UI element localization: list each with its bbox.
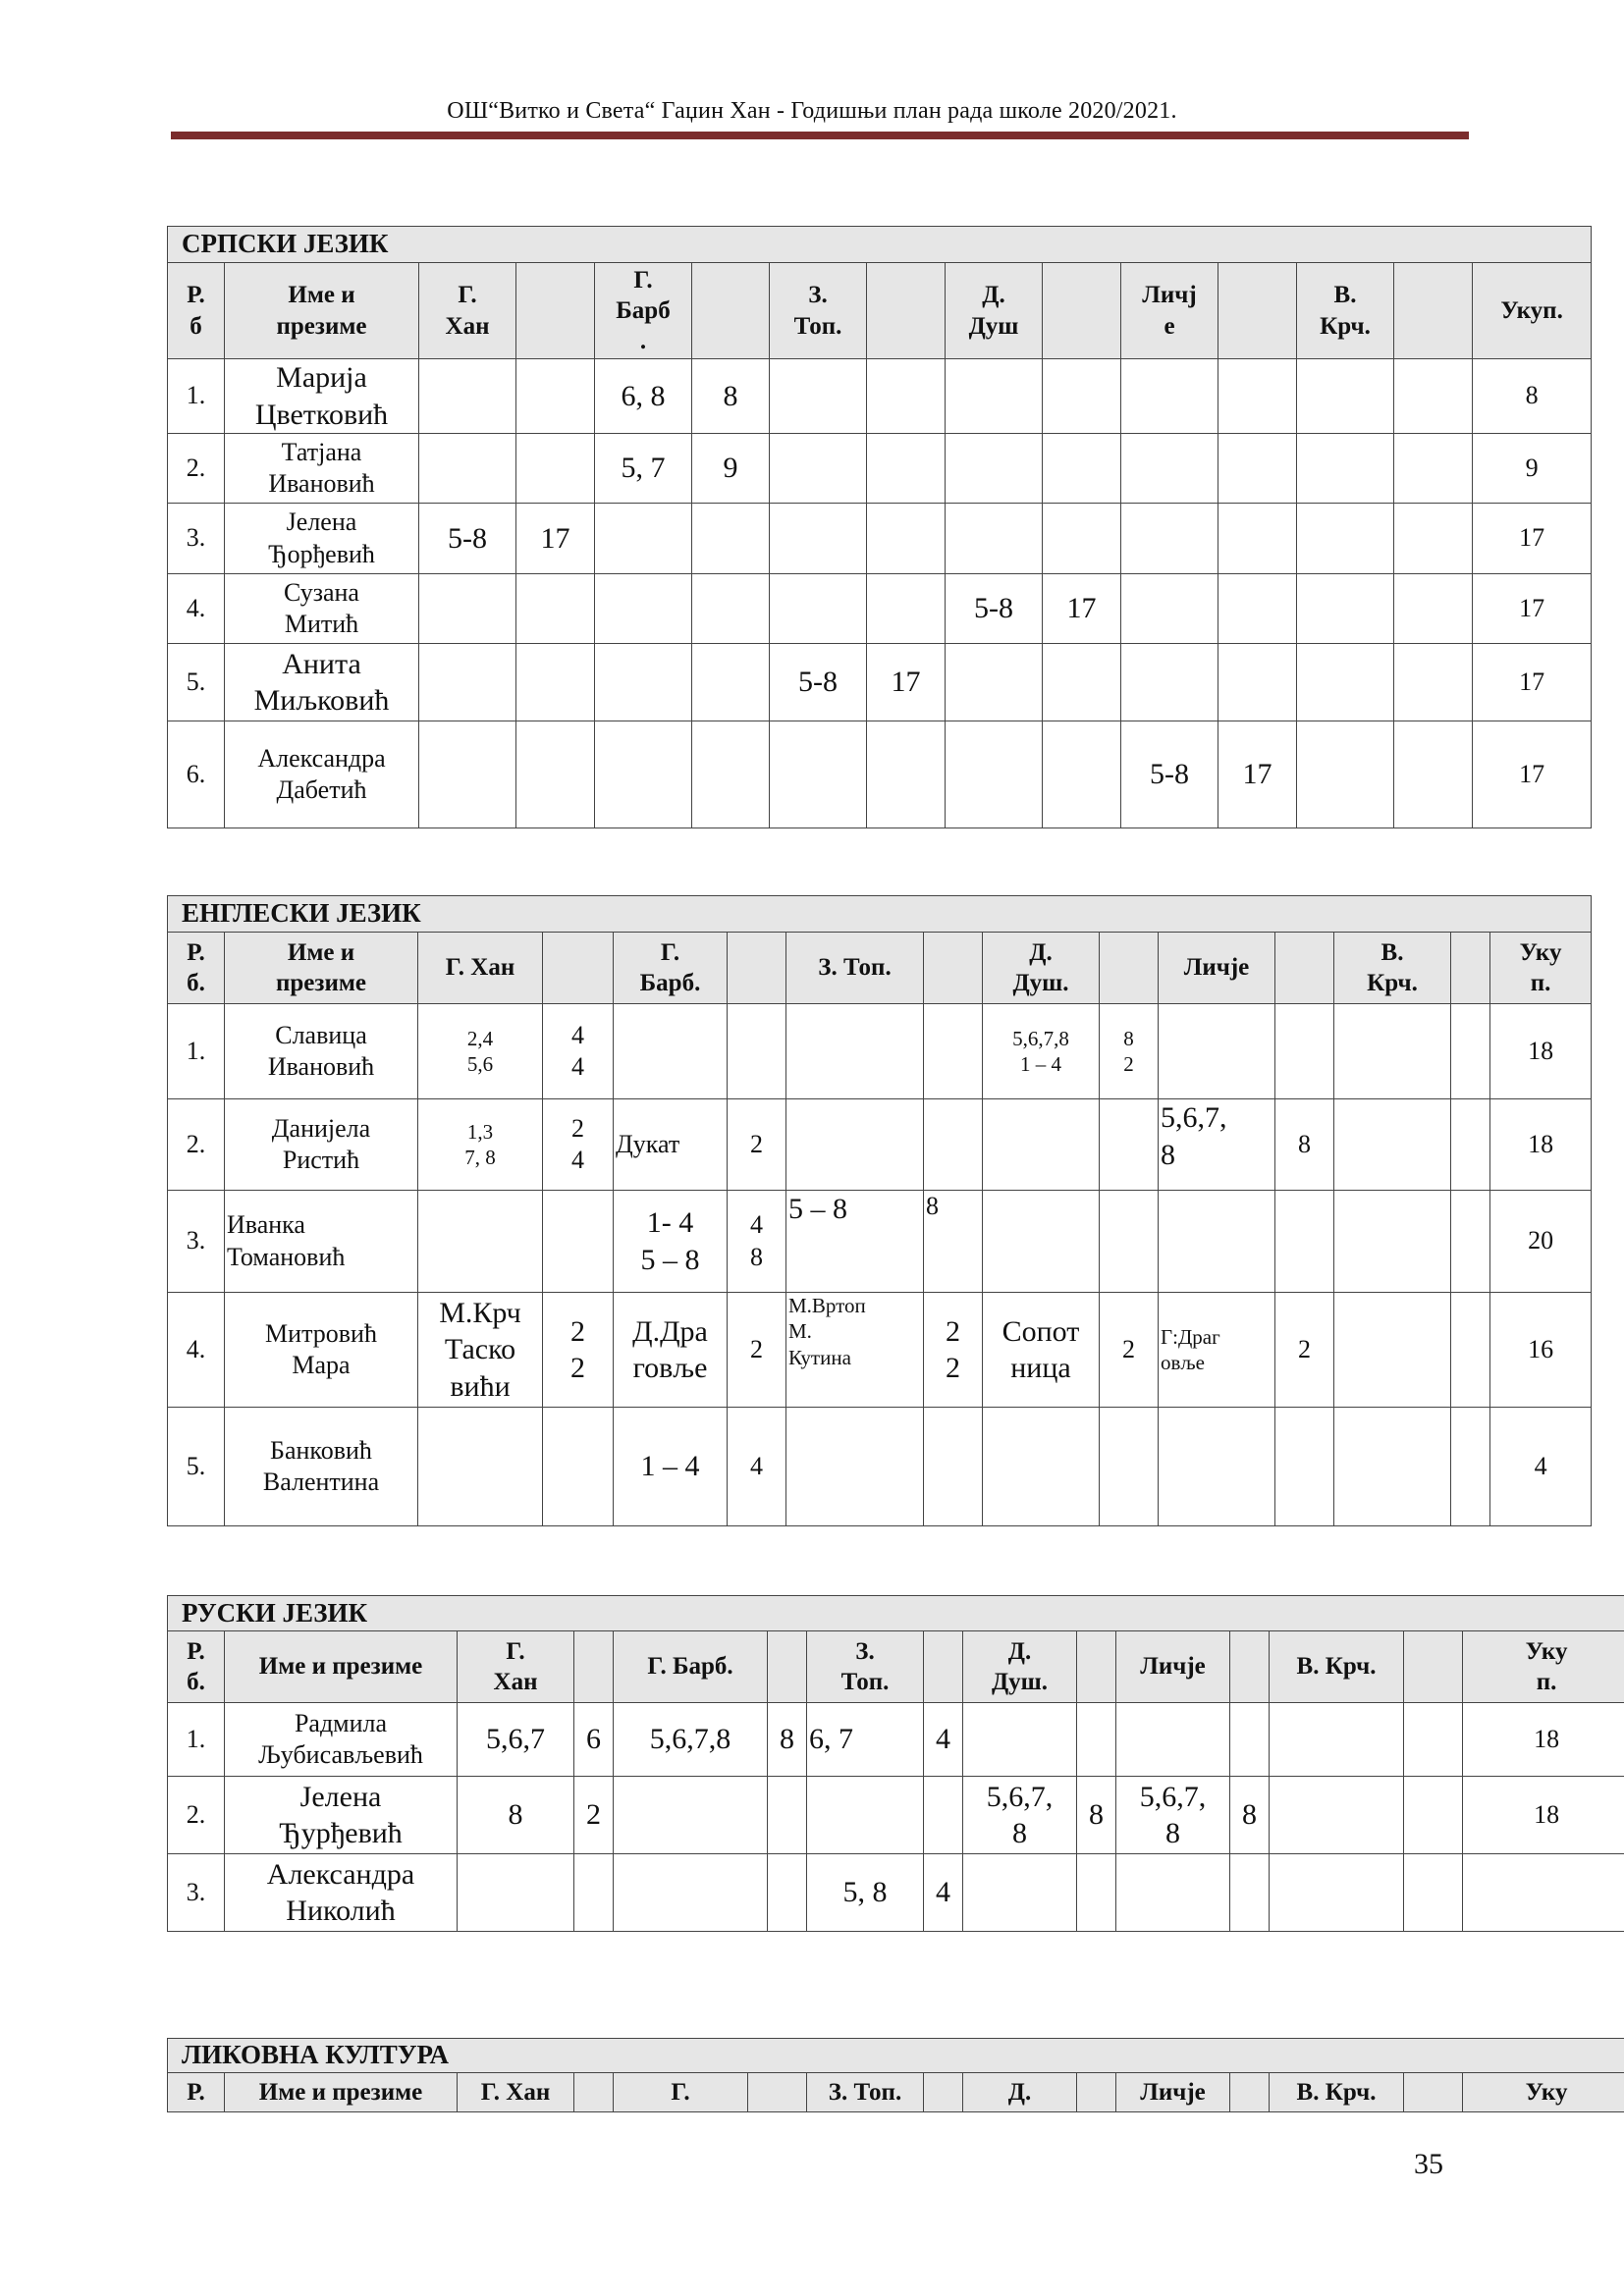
column-header xyxy=(1230,2073,1270,2112)
table-cell: 17 xyxy=(1473,721,1592,828)
table-cell xyxy=(1275,1191,1334,1293)
row-number-cell: 3. xyxy=(168,1854,225,1932)
table-cell: 1- 4 5 – 8 xyxy=(614,1191,728,1293)
table-cell xyxy=(1121,434,1218,504)
table-cell xyxy=(1159,1408,1275,1526)
table-cell: Д.Дра говље xyxy=(614,1293,728,1408)
table-cell xyxy=(1334,1191,1451,1293)
row-number-cell: 3. xyxy=(168,1191,225,1293)
column-header xyxy=(1043,263,1121,359)
table-row xyxy=(168,1293,1592,1408)
table-cell xyxy=(418,1191,543,1293)
ruski-jezik-table xyxy=(167,1595,1624,1932)
table-cell: 2 xyxy=(728,1099,786,1191)
table-row xyxy=(168,434,1592,504)
table-cell: 4 xyxy=(1490,1408,1592,1526)
table-cell: 5,6,7, 8 xyxy=(1159,1099,1275,1191)
table-cell xyxy=(770,359,867,434)
table-cell: 8 xyxy=(692,359,770,434)
table-cell xyxy=(1043,434,1121,504)
table-cell: 16 xyxy=(1490,1293,1592,1408)
table-cell: 18 xyxy=(1463,1703,1624,1777)
row-number-cell: 6. xyxy=(168,721,225,828)
table-cell: 6, 8 xyxy=(595,359,692,434)
table-cell xyxy=(1334,1408,1451,1526)
table-cell xyxy=(1121,644,1218,721)
table-row xyxy=(168,644,1592,721)
table-cell xyxy=(516,434,595,504)
table-cell xyxy=(516,574,595,644)
table-row xyxy=(168,1777,1624,1854)
table-cell xyxy=(1043,359,1121,434)
table-cell xyxy=(692,574,770,644)
column-header xyxy=(728,933,786,1004)
column-header: Уку п. xyxy=(1490,933,1592,1004)
teacher-name-cell: Александра Николић xyxy=(225,1854,458,1932)
table-cell: 1,3 7, 8 xyxy=(418,1099,543,1191)
table-cell xyxy=(1394,359,1473,434)
column-header: В. Крч. xyxy=(1334,933,1451,1004)
table-cell xyxy=(1159,1191,1275,1293)
table-cell xyxy=(1218,574,1297,644)
table-cell xyxy=(1230,1703,1270,1777)
table-cell xyxy=(543,1408,614,1526)
table-cell xyxy=(458,1854,574,1932)
table-cell xyxy=(419,644,516,721)
table-cell: 17 xyxy=(1473,644,1592,721)
table-cell xyxy=(1159,1004,1275,1099)
column-header xyxy=(924,933,983,1004)
table-cell xyxy=(1270,1703,1404,1777)
table-cell xyxy=(1394,721,1473,828)
table-cell xyxy=(867,574,946,644)
table-cell: 2 4 xyxy=(543,1099,614,1191)
table-cell xyxy=(1100,1099,1159,1191)
column-header: З. Топ. xyxy=(807,2073,924,2112)
table-cell xyxy=(1218,644,1297,721)
table-cell: 5-8 xyxy=(419,504,516,574)
row-number-cell: 1. xyxy=(168,359,225,434)
table-cell xyxy=(1043,504,1121,574)
table-cell xyxy=(1116,1854,1230,1932)
table-cell xyxy=(983,1408,1100,1526)
table-cell xyxy=(614,1777,768,1854)
table-cell xyxy=(1218,504,1297,574)
teacher-name-cell: Марија Цветковић xyxy=(225,359,419,434)
section-title: СРПСКИ ЈЕЗИК xyxy=(168,227,1592,263)
table-cell: 4 8 xyxy=(728,1191,786,1293)
header-row xyxy=(168,933,1592,1004)
likovna-kultura-table xyxy=(167,2038,1624,2112)
column-header: В. Крч. xyxy=(1297,263,1394,359)
table-cell xyxy=(1297,574,1394,644)
row-number-cell: 4. xyxy=(168,1293,225,1408)
table-cell xyxy=(1451,1004,1490,1099)
column-header: Д. Душ xyxy=(946,263,1043,359)
column-header xyxy=(1100,933,1159,1004)
table-cell: 5,6,7,8 xyxy=(614,1703,768,1777)
table-cell xyxy=(946,721,1043,828)
table-cell: 17 xyxy=(867,644,946,721)
table-cell: 1 – 4 xyxy=(614,1408,728,1526)
srpski-jezik-table xyxy=(167,226,1592,828)
header-row xyxy=(168,1631,1624,1703)
table-cell: 2 xyxy=(1100,1293,1159,1408)
column-header: Г. Хан xyxy=(419,263,516,359)
column-header: Име и презиме xyxy=(225,2073,458,2112)
engleski-jezik-table xyxy=(167,895,1592,1526)
table-cell xyxy=(786,1004,924,1099)
table-cell xyxy=(1451,1191,1490,1293)
table-cell xyxy=(516,721,595,828)
column-header: Г. xyxy=(614,2073,748,2112)
table-cell: 9 xyxy=(692,434,770,504)
table-cell xyxy=(1043,721,1121,828)
column-header: З. Топ. xyxy=(807,1631,924,1703)
section-title: РУСКИ ЈЕЗИК xyxy=(168,1596,1624,1631)
table-cell: 8 xyxy=(1275,1099,1334,1191)
table-cell xyxy=(1100,1191,1159,1293)
column-header xyxy=(748,2073,807,2112)
row-number-cell: 2. xyxy=(168,434,225,504)
row-number-cell: 1. xyxy=(168,1703,225,1777)
column-header: Уку п. xyxy=(1463,1631,1624,1703)
column-header xyxy=(867,263,946,359)
table-cell: 4 xyxy=(924,1703,963,1777)
table-cell xyxy=(807,1777,924,1854)
header-rule xyxy=(171,132,1469,139)
teacher-name-cell: Митровић Мара xyxy=(225,1293,418,1408)
table-row xyxy=(168,1099,1592,1191)
header-row xyxy=(168,2073,1624,2112)
table-cell xyxy=(1404,1777,1463,1854)
table-cell xyxy=(419,574,516,644)
table-cell: 18 xyxy=(1463,1777,1624,1854)
table-cell xyxy=(1334,1293,1451,1408)
column-header xyxy=(1077,1631,1116,1703)
table-cell xyxy=(770,721,867,828)
table-cell: 5,6,7, 8 xyxy=(963,1777,1077,1854)
page-header: ОШ“Витко и Света“ Гаџин Хан - Годишњи план рада школе 2020/2021. xyxy=(447,98,1177,124)
table-cell xyxy=(1297,721,1394,828)
column-header: Личј е xyxy=(1121,263,1218,359)
table-cell: 2 2 xyxy=(543,1293,614,1408)
table-cell xyxy=(1121,574,1218,644)
table-cell xyxy=(946,644,1043,721)
table-cell xyxy=(418,1408,543,1526)
table-cell: 8 xyxy=(458,1777,574,1854)
table-cell: 8 2 xyxy=(1100,1004,1159,1099)
table-cell xyxy=(867,721,946,828)
table-cell: 17 xyxy=(1473,504,1592,574)
table-cell: 8 xyxy=(1077,1777,1116,1854)
page-number: 35 xyxy=(1414,2148,1443,2180)
table-cell xyxy=(574,1854,614,1932)
table-cell xyxy=(1077,1703,1116,1777)
table-cell xyxy=(1451,1293,1490,1408)
table-cell xyxy=(1218,434,1297,504)
section-title: ЛИКОВНА КУЛТУРА xyxy=(168,2039,1624,2073)
table-row xyxy=(168,1004,1592,1099)
table-cell xyxy=(963,1854,1077,1932)
table-cell: 2 xyxy=(1275,1293,1334,1408)
table-cell: 4 4 xyxy=(543,1004,614,1099)
column-header xyxy=(692,263,770,359)
column-header: Г. Барб. xyxy=(614,1631,768,1703)
table-cell xyxy=(692,721,770,828)
table-cell xyxy=(1121,504,1218,574)
table-cell xyxy=(692,644,770,721)
column-header: Име и презиме xyxy=(225,1631,458,1703)
table-cell: 5-8 xyxy=(1121,721,1218,828)
column-header: Личје xyxy=(1116,2073,1230,2112)
table-cell: 5,6,7 xyxy=(458,1703,574,1777)
table-cell: 17 xyxy=(516,504,595,574)
column-header: Личје xyxy=(1116,1631,1230,1703)
column-header xyxy=(1404,1631,1463,1703)
table-cell xyxy=(983,1099,1100,1191)
table-cell xyxy=(1218,359,1297,434)
column-header: Г. Хан xyxy=(458,2073,574,2112)
teacher-name-cell: Данијела Ристић xyxy=(225,1099,418,1191)
table-cell xyxy=(516,644,595,721)
table-cell xyxy=(946,434,1043,504)
column-header: Р. б. xyxy=(168,933,225,1004)
row-number-cell: 5. xyxy=(168,644,225,721)
row-number-cell: 3. xyxy=(168,504,225,574)
table-cell: 17 xyxy=(1043,574,1121,644)
table-cell xyxy=(786,1099,924,1191)
teacher-name-cell: Јелена Ђурђевић xyxy=(225,1777,458,1854)
table-cell xyxy=(946,359,1043,434)
table-row xyxy=(168,504,1592,574)
table-cell xyxy=(1100,1408,1159,1526)
table-cell xyxy=(614,1004,728,1099)
column-header: Д. Душ. xyxy=(963,1631,1077,1703)
table-cell: 2 xyxy=(574,1777,614,1854)
column-header xyxy=(543,933,614,1004)
table-cell: 5, 7 xyxy=(595,434,692,504)
table-cell: 4 xyxy=(924,1854,963,1932)
table-cell: 5 – 8 xyxy=(786,1191,924,1293)
teacher-name-cell: Банковић Валентина xyxy=(225,1408,418,1526)
table-cell xyxy=(419,434,516,504)
table-cell xyxy=(1404,1703,1463,1777)
table-cell: Дукат xyxy=(614,1099,728,1191)
teacher-name-cell: Иванка Томановић xyxy=(225,1191,418,1293)
table-cell xyxy=(1230,1854,1270,1932)
table-row xyxy=(168,574,1592,644)
table-row xyxy=(168,359,1592,434)
table-row xyxy=(168,1854,1624,1932)
table-cell: 8 xyxy=(1230,1777,1270,1854)
teacher-name-cell: Анита Миљковић xyxy=(225,644,419,721)
table-cell xyxy=(614,1854,768,1932)
table-cell xyxy=(595,504,692,574)
column-header xyxy=(1218,263,1297,359)
table-cell xyxy=(1463,1854,1624,1932)
table-cell: М.Вртоп М. Кутина xyxy=(786,1293,924,1408)
table-cell xyxy=(728,1004,786,1099)
table-cell: 2,4 5,6 xyxy=(418,1004,543,1099)
row-number-cell: 1. xyxy=(168,1004,225,1099)
column-header: Д. Душ. xyxy=(983,933,1100,1004)
column-header xyxy=(924,1631,963,1703)
table-cell xyxy=(543,1191,614,1293)
table-cell: 5,6,7,8 1 – 4 xyxy=(983,1004,1100,1099)
table-cell xyxy=(770,504,867,574)
row-number-cell: 4. xyxy=(168,574,225,644)
table-cell xyxy=(595,574,692,644)
table-cell xyxy=(867,359,946,434)
table-cell: 17 xyxy=(1473,574,1592,644)
table-cell: 8 xyxy=(924,1191,983,1293)
table-cell: Г:Драг овље xyxy=(1159,1293,1275,1408)
column-header xyxy=(1275,933,1334,1004)
table-cell: 2 2 xyxy=(924,1293,983,1408)
column-header xyxy=(1404,2073,1463,2112)
table-cell xyxy=(1077,1854,1116,1932)
column-header xyxy=(1230,1631,1270,1703)
table-cell: 17 xyxy=(1218,721,1297,828)
column-header: Име и презиме xyxy=(225,263,419,359)
row-number-cell: 5. xyxy=(168,1408,225,1526)
teacher-name-cell: Славица Ивановић xyxy=(225,1004,418,1099)
table-cell: 5-8 xyxy=(770,644,867,721)
table-cell xyxy=(1121,359,1218,434)
table-cell xyxy=(1394,504,1473,574)
table-cell: 20 xyxy=(1490,1191,1592,1293)
row-number-cell: 2. xyxy=(168,1777,225,1854)
table-cell: Сопот ница xyxy=(983,1293,1100,1408)
table-row xyxy=(168,1191,1592,1293)
table-cell xyxy=(516,359,595,434)
table-cell xyxy=(1297,434,1394,504)
table-cell: 5,6,7, 8 xyxy=(1116,1777,1230,1854)
column-header: Г. Хан xyxy=(418,933,543,1004)
table-cell: 18 xyxy=(1490,1099,1592,1191)
column-header: В. Крч. xyxy=(1270,1631,1404,1703)
table-cell xyxy=(768,1777,807,1854)
table-cell: 6, 7 xyxy=(807,1703,924,1777)
table-cell xyxy=(1394,574,1473,644)
column-header: Име и презиме xyxy=(225,933,418,1004)
column-header: Р. б. xyxy=(168,1631,225,1703)
table-cell xyxy=(770,574,867,644)
table-cell xyxy=(983,1191,1100,1293)
table-cell xyxy=(1297,359,1394,434)
teacher-name-cell: Радмила Љубисављевић xyxy=(225,1703,458,1777)
teacher-name-cell: Татјана Ивановић xyxy=(225,434,419,504)
teacher-name-cell: Сузана Митић xyxy=(225,574,419,644)
table-cell: 8 xyxy=(1473,359,1592,434)
column-header xyxy=(768,1631,807,1703)
table-cell: 2 xyxy=(728,1293,786,1408)
header-row xyxy=(168,263,1592,359)
column-header xyxy=(574,2073,614,2112)
row-number-cell: 2. xyxy=(168,1099,225,1191)
table-cell xyxy=(595,721,692,828)
table-cell: 6 xyxy=(574,1703,614,1777)
table-cell xyxy=(1275,1004,1334,1099)
column-header: Д. xyxy=(963,2073,1077,2112)
table-cell: 9 xyxy=(1473,434,1592,504)
column-header: Р. xyxy=(168,2073,225,2112)
column-header xyxy=(1077,2073,1116,2112)
table-row xyxy=(168,721,1592,828)
table-cell xyxy=(867,504,946,574)
table-cell xyxy=(1270,1777,1404,1854)
column-header: Г. Барб . xyxy=(595,263,692,359)
column-header xyxy=(1394,263,1473,359)
table-cell xyxy=(1451,1099,1490,1191)
section-title: ЕНГЛЕСКИ ЈЕЗИК xyxy=(168,896,1592,933)
table-cell: 4 xyxy=(728,1408,786,1526)
table-cell xyxy=(1116,1703,1230,1777)
table-cell xyxy=(786,1408,924,1526)
column-header xyxy=(516,263,595,359)
table-cell xyxy=(924,1099,983,1191)
table-cell xyxy=(595,644,692,721)
table-cell: М.Крч Таско вићи xyxy=(418,1293,543,1408)
column-header: Г. Барб. xyxy=(614,933,728,1004)
table-cell xyxy=(1297,504,1394,574)
teacher-name-cell: Јелена Ђорђевић xyxy=(225,504,419,574)
table-cell xyxy=(924,1777,963,1854)
table-cell xyxy=(1275,1408,1334,1526)
table-cell xyxy=(1043,644,1121,721)
table-cell xyxy=(1404,1854,1463,1932)
column-header: Г. Хан xyxy=(458,1631,574,1703)
table-cell xyxy=(1270,1854,1404,1932)
table-cell: 5, 8 xyxy=(807,1854,924,1932)
column-header: З. Топ. xyxy=(770,263,867,359)
table-row xyxy=(168,1703,1624,1777)
table-cell xyxy=(1334,1099,1451,1191)
table-cell xyxy=(946,504,1043,574)
teacher-name-cell: Александра Дабетић xyxy=(225,721,419,828)
table-cell xyxy=(1451,1408,1490,1526)
table-cell xyxy=(419,359,516,434)
table-cell xyxy=(1297,644,1394,721)
table-cell xyxy=(419,721,516,828)
table-cell xyxy=(768,1854,807,1932)
column-header: В. Крч. xyxy=(1270,2073,1404,2112)
table-cell xyxy=(867,434,946,504)
column-header: Личје xyxy=(1159,933,1275,1004)
table-cell: 8 xyxy=(768,1703,807,1777)
table-cell xyxy=(924,1408,983,1526)
table-cell xyxy=(770,434,867,504)
table-cell: 5-8 xyxy=(946,574,1043,644)
column-header: Р. б xyxy=(168,263,225,359)
table-cell xyxy=(924,1004,983,1099)
table-cell xyxy=(1394,644,1473,721)
column-header: Уку xyxy=(1463,2073,1624,2112)
column-header xyxy=(924,2073,963,2112)
column-header xyxy=(1451,933,1490,1004)
column-header: Укуп. xyxy=(1473,263,1592,359)
table-cell xyxy=(1334,1004,1451,1099)
table-cell xyxy=(1394,434,1473,504)
table-cell xyxy=(692,504,770,574)
table-cell: 18 xyxy=(1490,1004,1592,1099)
column-header: З. Топ. xyxy=(786,933,924,1004)
column-header xyxy=(574,1631,614,1703)
table-row xyxy=(168,1408,1592,1526)
table-cell xyxy=(963,1703,1077,1777)
